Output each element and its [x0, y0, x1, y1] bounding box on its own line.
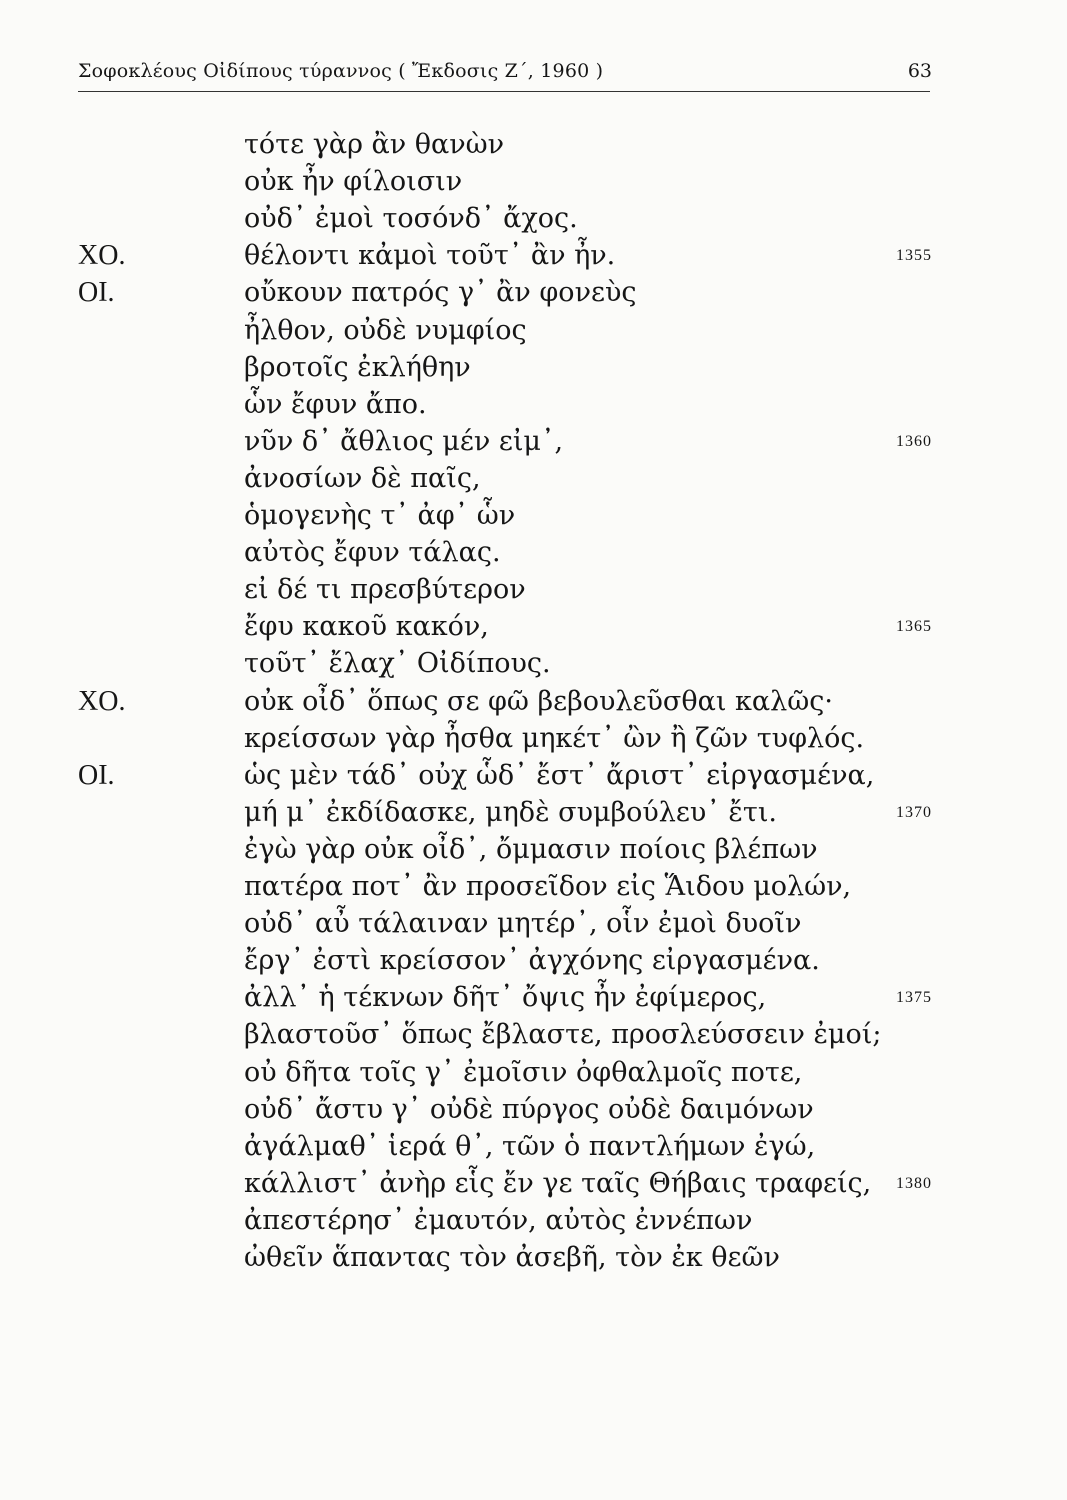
line-number: 1360: [896, 432, 932, 450]
verse-text: ὁμογενὴς τ᾽ ἀφ᾽ ὧν: [244, 500, 516, 531]
verse-text: ἔργ᾽ ἐστὶ κρείσσον᾽ ἀγχόνης εἰργασμένα.: [244, 945, 820, 977]
line-number: 1380: [896, 1174, 932, 1192]
verse-line: [0, 497, 1067, 534]
verse-text: ἦλθον, οὐδὲ νυμφίος: [244, 314, 527, 346]
line-number: 1365: [896, 618, 932, 636]
line-number: 1375: [896, 989, 932, 1007]
running-title: Σοφοκλέους Οἰδίπους τύραννος ( Ἔκδοσις Ζ΄, 1960 ): [78, 60, 604, 82]
verse-line: [0, 757, 1067, 794]
verse-text: μή μ᾽ ἐκδίδασκε, μηδὲ συμβούλευ᾽ ἔτι.: [244, 796, 777, 828]
verse-text: οὐκ οἶδ᾽ ὅπως σε φῶ βεβουλεῦσθαι καλῶς·: [244, 685, 833, 717]
verse-text: ὡς μὲν τάδ᾽ οὐχ ὧδ᾽ ἔστ᾽ ἄριστ᾽ εἰργασμένα,: [244, 759, 875, 791]
verse-text: οὐδ᾽ αὖ τάλαιναν μητέρ᾽, οἷν ἐμοὶ δυοῖν: [244, 908, 802, 940]
verse-text: ἐγὼ γὰρ οὐκ οἶδ᾽, ὄμμασιν ποίοις βλέπων: [244, 833, 818, 865]
verse-text: ἀλλ᾽ ἡ τέκνων δῆτ᾽ ὄψις ἦν ἐφίμερος,: [244, 982, 767, 1014]
verse-text: οὐ δῆτα τοῖς γ᾽ ἐμοῖσιν ὀφθαλμοῖς ποτε,: [244, 1056, 803, 1088]
verse-line: [0, 905, 1067, 942]
speaker-label: ΟΙ.: [78, 277, 115, 309]
speaker-label: ΧΟ.: [78, 685, 126, 717]
page-number: 63: [907, 60, 932, 82]
verse-line: [0, 1202, 1067, 1239]
verse-text: κάλλιστ᾽ ἀνὴρ εἷς ἔν γε ταῖς Θήβαις τραφείς,: [244, 1167, 872, 1199]
verse-line: [0, 571, 1067, 608]
verse-text: νῦν δ᾽ ἄθλιος μέν εἰμ᾽,: [244, 425, 564, 457]
verse-text: τοῦτ᾽ ἔλαχ᾽ Οἰδίπους.: [244, 648, 551, 680]
verse-text: ἀγάλμαθ᾽ ἱερά θ᾽, τῶν ὁ παντλήμων ἐγώ,: [244, 1130, 816, 1162]
verse-text: οὐδ᾽ ἐμοὶ τοσόνδ᾽ ἄχος.: [244, 203, 578, 235]
verse-text: οὐκ ἦν φίλοισιν: [244, 166, 463, 198]
verse-line: [0, 237, 1067, 274]
verse-text: βροτοῖς ἐκλήθην: [244, 351, 471, 383]
verse-line: [0, 312, 1067, 349]
verse-text: κρείσσων γὰρ ἦσθα μηκέτ᾽ ὢν ἢ ζῶν τυφλός.: [244, 722, 865, 754]
verse-text: ὠθεῖν ἅπαντας τὸν ἀσεβῆ, τὸν ἐκ θεῶν: [244, 1242, 780, 1273]
verse-text: οὐδ᾽ ἄστυ γ᾽ οὐδὲ πύργος οὐδὲ δαιμόνων: [244, 1093, 814, 1125]
verse-text: ἀπεστέρησ᾽ ἐμαυτόν, αὐτὸς ἐννέπων: [244, 1204, 753, 1236]
line-number: 1355: [896, 247, 932, 265]
verse-line: [0, 942, 1067, 979]
verse-line: [0, 349, 1067, 386]
verse-line: [0, 608, 1067, 645]
verse-text: εἰ δέ τι πρεσβύτερον: [244, 574, 526, 606]
verse-text: πατέρα ποτ᾽ ἂν προσεῖδον εἰς Ἅιδου μολών,: [244, 871, 852, 902]
verse-text: αὐτὸς ἔφυν τάλας.: [244, 537, 501, 569]
verse-text: ἀνοσίων δὲ παῖς,: [244, 462, 481, 494]
verse-line: [0, 163, 1067, 200]
speaker-label: ΟΙ.: [78, 759, 115, 791]
verse-line: [0, 126, 1067, 163]
verse-line: [0, 720, 1067, 757]
verse-line: [0, 1016, 1067, 1053]
verse-line: [0, 868, 1067, 905]
verse-line: [0, 1165, 1067, 1202]
verse-line: [0, 534, 1067, 571]
verse-text: βλαστοῦσ᾽ ὅπως ἔβλαστε, προσλεύσσειν ἐμοί;: [244, 1019, 882, 1051]
verse-line: [0, 831, 1067, 868]
verse-text: ἔφυ κακοῦ κακόν,: [244, 611, 489, 643]
verse-line: [0, 1054, 1067, 1091]
verse-line: [0, 274, 1067, 311]
verse-line: [0, 1239, 1067, 1276]
verse-line: [0, 979, 1067, 1016]
verse-text: θέλοντι κἀμοὶ τοῦτ᾽ ἂν ἦν.: [244, 240, 616, 272]
verse-text: ὧν ἔφυν ἄπο.: [244, 388, 427, 420]
line-number: 1370: [896, 803, 932, 821]
verse-text: τότε γὰρ ἂν θανὼν: [244, 129, 505, 160]
verse-line: [0, 423, 1067, 460]
verse-line: [0, 794, 1067, 831]
verse-line: [0, 683, 1067, 720]
verse-line: [0, 1091, 1067, 1128]
verse-line: [0, 645, 1067, 682]
verse-line: [0, 1128, 1067, 1165]
verse-line: [0, 386, 1067, 423]
header-rule: [78, 91, 930, 92]
verse-line: [0, 460, 1067, 497]
verse-line: [0, 200, 1067, 237]
verse-text: οὔκουν πατρός γ᾽ ἂν φονεὺς: [244, 277, 637, 309]
speaker-label: ΧΟ.: [78, 240, 126, 272]
